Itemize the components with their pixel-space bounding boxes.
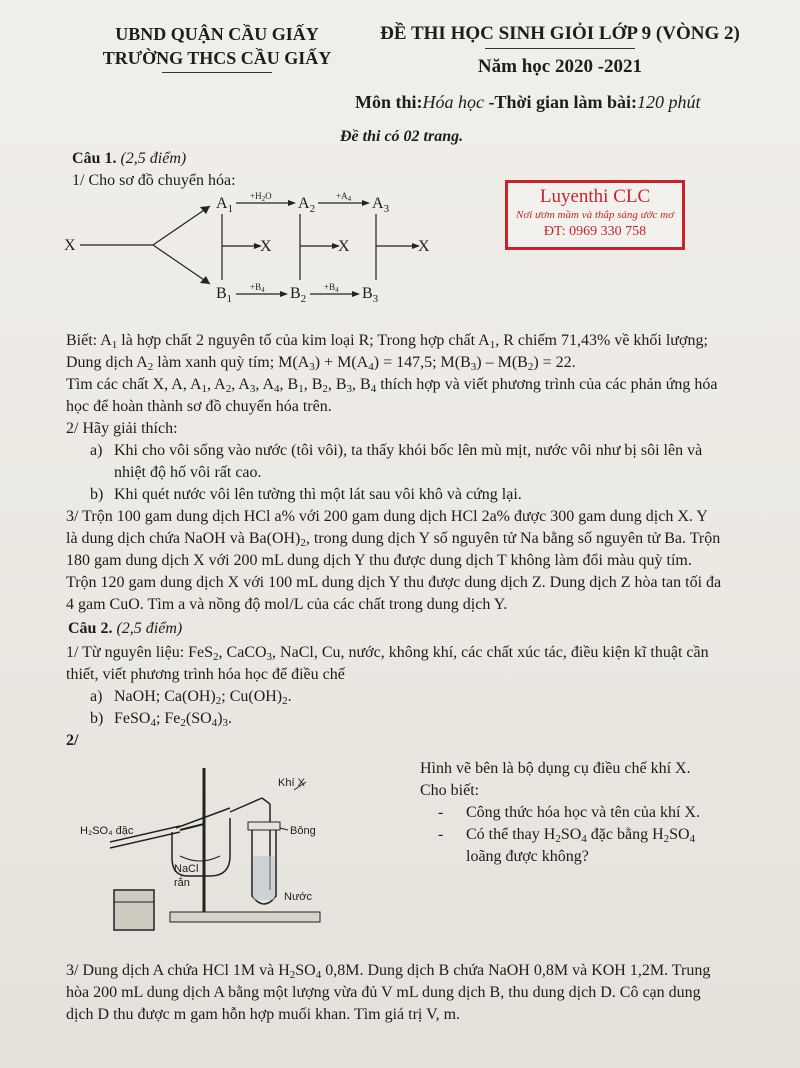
q2-part3: 3/ Dung dịch A chứa HCl 1M và $H_2SO_4$ 0,8M. Dung dịch B chứa NaOH 0,8M và KOH 1,2M. Trung hòa 200 mL dung dịch A bằng một lượng vừa đủ V mL dung dịch B, thu dung dịch D. Cô cạn dung dịch D thu được m gam hỗn hợp muối khan. Tìm giá trị V, m. (66, 962, 711, 1023)
scheme-x-start: X (64, 237, 76, 254)
scheme-b4-2: $+B_4$ (324, 282, 339, 294)
scheme-a2: $A_2$ (298, 195, 316, 215)
label-cotton: Bông (290, 825, 316, 837)
scheme-b3: $B_3$ (362, 285, 379, 305)
scheme-a1: $A_1$ (216, 195, 234, 215)
scheme-h2o: $+H_2O$ (250, 191, 272, 203)
scheme-b2: $B_2$ (290, 285, 307, 305)
stamp-brand: Luyenthi CLC (539, 186, 651, 207)
reaction-scheme (60, 188, 460, 308)
publisher-stamp (505, 180, 685, 250)
q1-part2-intro: 2/ Hãy giải thích: (66, 420, 178, 437)
label-nacl: NaCl (174, 863, 199, 875)
q1-part2a: a) Khi cho vôi sống vào nước (tôi vôi), ta thấy khói bốc lên mù mịt, nước vôi như bị sôi lên và nhiệt độ hố vôi rất cao. (90, 442, 703, 481)
q2-part2-desc: Hình vẽ bên là bộ dụng cụ điều chế khí X. Cho biết: - Công thức hóa học và tên của khí X. - Có thể thay $H_2SO_4$ đặc bằng $H_2SO_4$ loãng được không? (420, 760, 700, 865)
pages-note: Đề thi có 02 trang. (340, 128, 464, 145)
q1-part1-intro: 1/ Cho sơ đồ chuyển hóa: (72, 172, 236, 189)
school-year: Năm học 2020 -2021 (477, 56, 643, 77)
subject-line: Môn thi:Hóa học -Thời gian làm bài:120 phút (355, 92, 701, 112)
scheme-a3: $A_3$ (372, 195, 390, 215)
label-acid: H₂SO₄ đặc (80, 825, 134, 837)
stamp-slogan: Nơi ươm mầm và thắp sáng ước mơ (515, 209, 674, 221)
exam-header (350, 22, 770, 79)
scheme-a4: $+A_4$ (336, 191, 352, 203)
header-underline (162, 72, 272, 73)
scheme-b1: $B_1$ (216, 285, 233, 305)
q1-given: Biết: $A_1$ là hợp chất 2 nguyên tố của kim loại R; Trong hợp chất $A_1$, R chiếm 71,43% về khối lượng; Dung dịch $A_2$ làm xanh quỳ tím; $M(A_3) + M(A_4) = 147,5$; $M(B_3) - M(B_2) = 22$. Tìm các chất X, A, $A_1$, $A_2$, $A_3$, $A_4$, $B_1$, $B_2$, $B_3$, $B_4$ thích hợp và viết phương trình của các phản ứng hóa học để hoàn thành sơ đồ chuyển hóa trên. 2/ Hãy giải thích: a) Khi cho vôi sống vào nước (tôi vôi), ta thấy khói bốc lên mù mịt, nước vôi như bị sôi lên và nhiệt độ hố vôi rất cao. b) Khi quét nước vôi lên tường thì một lát sau vôi khô và cứng lại. 3/ Trộn 100 gam dung dịch HCl a% với 200 gam dung dịch HCl 2a% được 300 gam dung dịch X. Y là dung dịch chứa NaOH và $Ba(OH)_2$, trong dung dịch Y số nguyên tử Na bằng số nguyên tử Ba. Trộn 180 gam dung dịch X với 200 mL dung dịch Y thu được dung dịch T không làm đổi màu quỳ tím. Trộn 120 gam dung dịch X với 100 mL dung dịch Y thu được dung dịch Z. Dung dịch Z hòa tan tối đa 4 gam CuO. Tìm a và nồng độ mol/L của các chất trong dung dịch Y. (66, 330, 786, 616)
q2-part1: 1/ Từ nguyên liệu: FeS$_2$, CaCO$_3$, NaCl, Cu, nước, không khí, các chất xúc tác, điều kiện kĩ thuật cần thiết, viết phương trình hóa học để điều chế a) NaOH; $Ca(OH)_2$; $Cu(OH)_2$. b) FeSO$_4$; $Fe_2(SO_4)_3$. 2/ (66, 644, 709, 749)
q1-title: Câu 1. (2,5 điểm) (72, 150, 187, 167)
scheme-b4-1: $+B_4$ (250, 282, 265, 294)
stamp-phone: ĐT: 0969 330 758 (543, 224, 647, 239)
scheme-x-3: X (418, 238, 430, 255)
scheme-x-1: X (260, 238, 272, 255)
school-name: TRƯỜNG THCS CẦU GIẤY (102, 48, 332, 68)
school-header (82, 22, 352, 73)
label-water: Nước (284, 891, 313, 903)
q1-part2b: b) Khi quét nước vôi lên tường thì một lát sau vôi khô và cứng lại. (90, 486, 522, 503)
q1-part3: 3/ Trộn 100 gam dung dịch HCl a% với 200 gam dung dịch HCl 2a% được 300 gam dung dịch X. Y là dung dịch chứa NaOH và $Ba(OH)_2$, trong dung dịch Y số nguyên tử Na bằng số nguyên tử Ba. Trộn 180 gam dung dịch X với 200 mL dung dịch Y thu được dung dịch T không làm đổi màu quỳ tím. Trộn 120 gam dung dịch X với 100 mL dung dịch Y thu được dung dịch Z. Dung dịch Z hòa tan tối đa 4 gam CuO. Tìm a và nồng độ mol/L của các chất trong dung dịch Y. (66, 508, 722, 613)
district-name: UBND QUẬN CẦU GIẤY (115, 24, 319, 44)
title-underline (485, 48, 635, 49)
label-solid: rắn (174, 877, 190, 889)
scheme-x-2: X (338, 238, 350, 255)
label-gas-x: Khí X (278, 777, 305, 789)
apparatus-diagram (80, 760, 340, 940)
q2-title: Câu 2. (2,5 điểm) (68, 620, 183, 637)
exam-title: ĐỀ THI HỌC SINH GIỎI LỚP 9 (VÒNG 2) (380, 23, 740, 44)
